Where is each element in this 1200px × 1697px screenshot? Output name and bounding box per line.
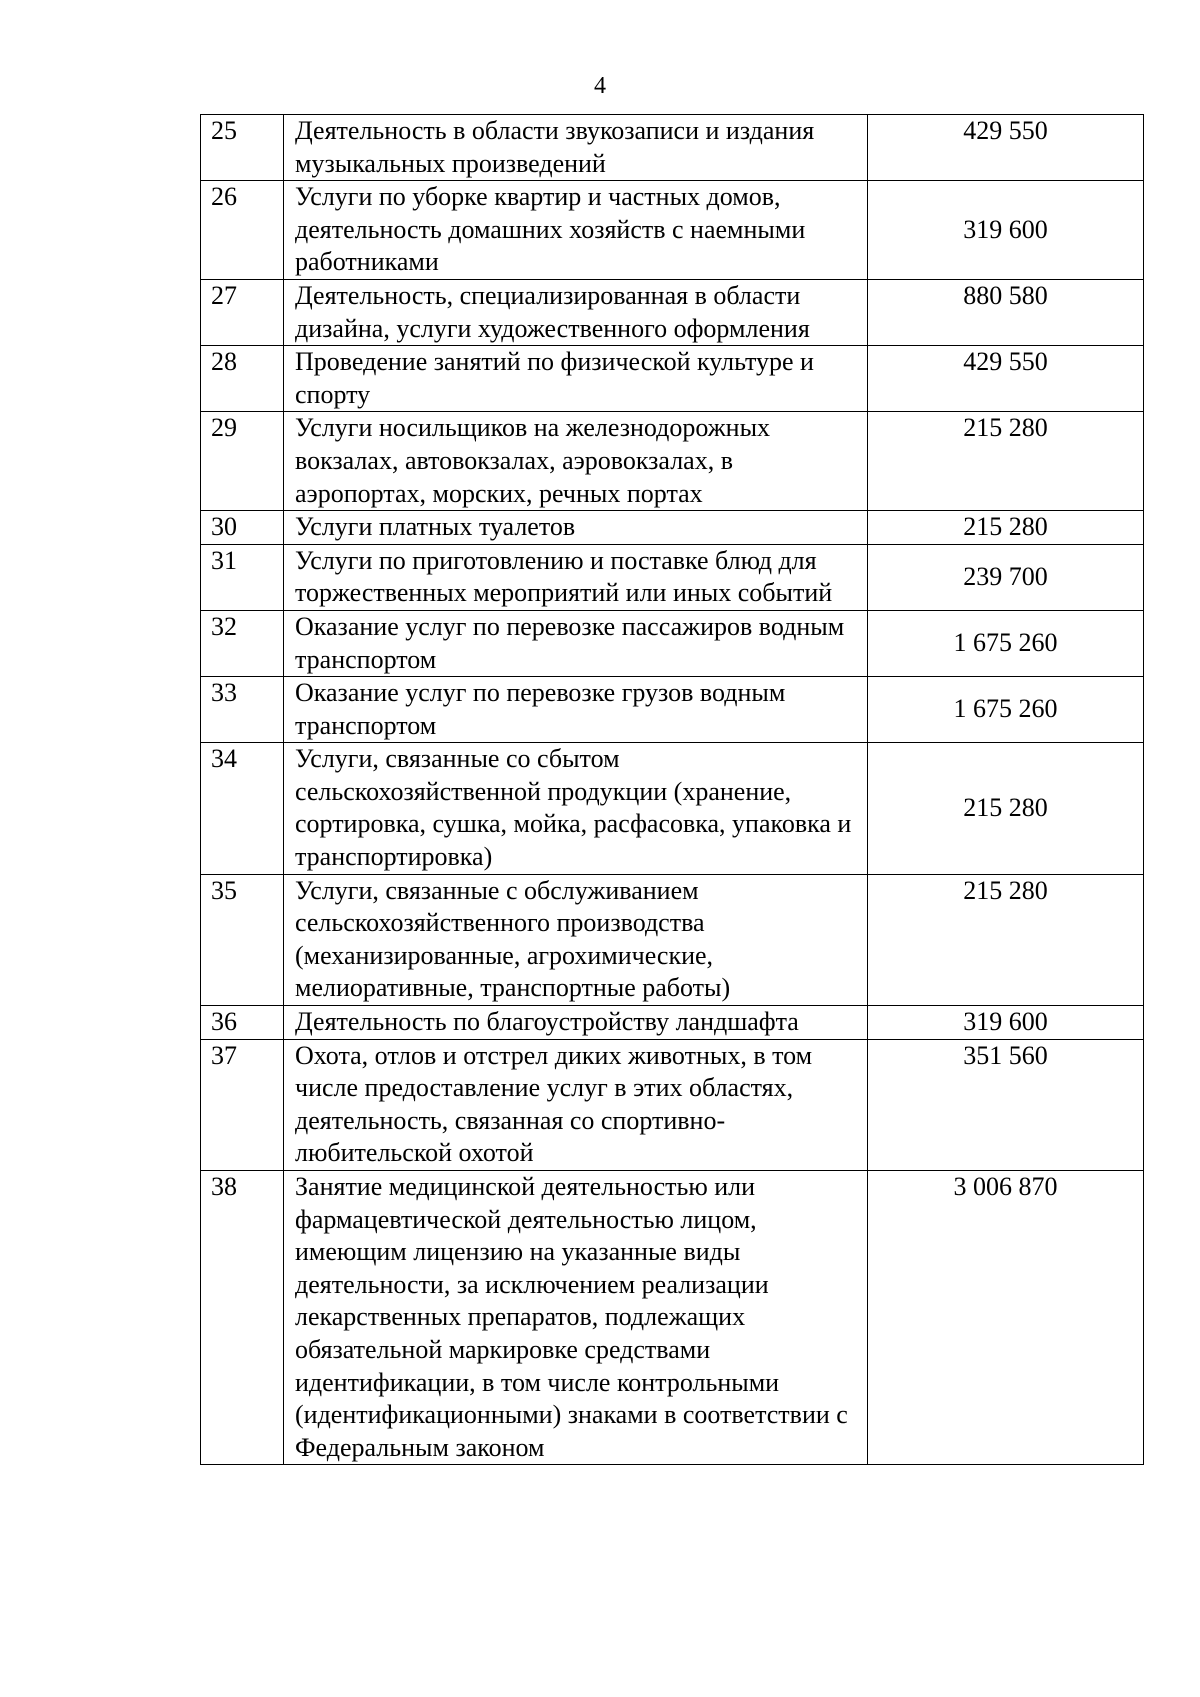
row-number: 28 bbox=[201, 346, 284, 412]
income-value: 1 675 260 bbox=[868, 610, 1144, 676]
income-value: 215 280 bbox=[868, 874, 1144, 1005]
activity-description: Проведение занятий по физической культуре и спорту bbox=[284, 346, 868, 412]
row-number: 34 bbox=[201, 743, 284, 874]
activity-description: Охота, отлов и отстрел диких животных, в том числе предоставление услуг в этих областях, деятельность, связанная со спортивно-любительской охотой bbox=[284, 1039, 868, 1170]
table-row bbox=[201, 1171, 1144, 1465]
table-row bbox=[201, 874, 1144, 1005]
table-row bbox=[201, 181, 1144, 280]
services-table bbox=[200, 114, 1144, 1465]
page-number: 4 bbox=[594, 73, 606, 99]
activity-description: Услуги платных туалетов bbox=[284, 511, 868, 545]
table-row bbox=[201, 511, 1144, 545]
activity-description: Услуги по приготовлению и поставке блюд для торжественных мероприятий или иных событий bbox=[284, 544, 868, 610]
activity-description: Деятельность в области звукозаписи и издания музыкальных произведений bbox=[284, 115, 868, 181]
income-value: 215 280 bbox=[868, 511, 1144, 545]
row-number: 26 bbox=[201, 181, 284, 280]
income-value: 351 560 bbox=[868, 1039, 1144, 1170]
row-number: 37 bbox=[201, 1039, 284, 1170]
activity-description: Услуги по уборке квартир и частных домов, деятельность домашних хозяйств с наемными работниками bbox=[284, 181, 868, 280]
table-row bbox=[201, 115, 1144, 181]
activity-description: Услуги носильщиков на железнодорожных вокзалах, автовокзалах, аэровокзалах, в аэропортах, морских, речных портах bbox=[284, 412, 868, 511]
table-row bbox=[201, 346, 1144, 412]
table-row bbox=[201, 1039, 1144, 1170]
row-number: 36 bbox=[201, 1006, 284, 1040]
row-number: 35 bbox=[201, 874, 284, 1005]
income-value: 319 600 bbox=[868, 181, 1144, 280]
activity-description: Услуги, связанные со сбытом сельскохозяйственной продукции (хранение, сортировка, сушка, мойка, расфасовка, упаковка и транспортировка) bbox=[284, 743, 868, 874]
activity-description: Услуги, связанные с обслуживанием сельскохозяйственного производства (механизированные, агрохимические, мелиоративные, транспортные работы) bbox=[284, 874, 868, 1005]
row-number: 33 bbox=[201, 677, 284, 743]
income-value: 429 550 bbox=[868, 115, 1144, 181]
table-row bbox=[201, 279, 1144, 345]
income-value: 880 580 bbox=[868, 279, 1144, 345]
row-number: 38 bbox=[201, 1171, 284, 1465]
income-value: 215 280 bbox=[868, 412, 1144, 511]
table-row bbox=[201, 743, 1144, 874]
table-row bbox=[201, 1006, 1144, 1040]
income-value: 1 675 260 bbox=[868, 677, 1144, 743]
income-value: 239 700 bbox=[868, 544, 1144, 610]
table-body bbox=[201, 115, 1144, 1465]
row-number: 31 bbox=[201, 544, 284, 610]
table-row bbox=[201, 412, 1144, 511]
income-value: 429 550 bbox=[868, 346, 1144, 412]
row-number: 29 bbox=[201, 412, 284, 511]
activity-description: Деятельность, специализированная в области дизайна, услуги художественного оформления bbox=[284, 279, 868, 345]
income-value: 319 600 bbox=[868, 1006, 1144, 1040]
row-number: 32 bbox=[201, 610, 284, 676]
activity-description: Оказание услуг по перевозке грузов водным транспортом bbox=[284, 677, 868, 743]
income-value: 215 280 bbox=[868, 743, 1144, 874]
row-number: 27 bbox=[201, 279, 284, 345]
activity-description: Оказание услуг по перевозке пассажиров водным транспортом bbox=[284, 610, 868, 676]
table-row bbox=[201, 610, 1144, 676]
activity-description: Занятие медицинской деятельностью или фармацевтической деятельностью лицом, имеющим лицензию на указанные виды деятельности, за исключением реализации лекарственных препаратов, подлежащих обязательной маркировке средствами идентификации, в том числе контрольными (идентификационными) знаками в соответствии с Федеральным законом bbox=[284, 1171, 868, 1465]
activity-description: Деятельность по благоустройству ландшафта bbox=[284, 1006, 868, 1040]
table-row bbox=[201, 544, 1144, 610]
income-value: 3 006 870 bbox=[868, 1171, 1144, 1465]
row-number: 25 bbox=[201, 115, 284, 181]
row-number: 30 bbox=[201, 511, 284, 545]
table-row bbox=[201, 677, 1144, 743]
